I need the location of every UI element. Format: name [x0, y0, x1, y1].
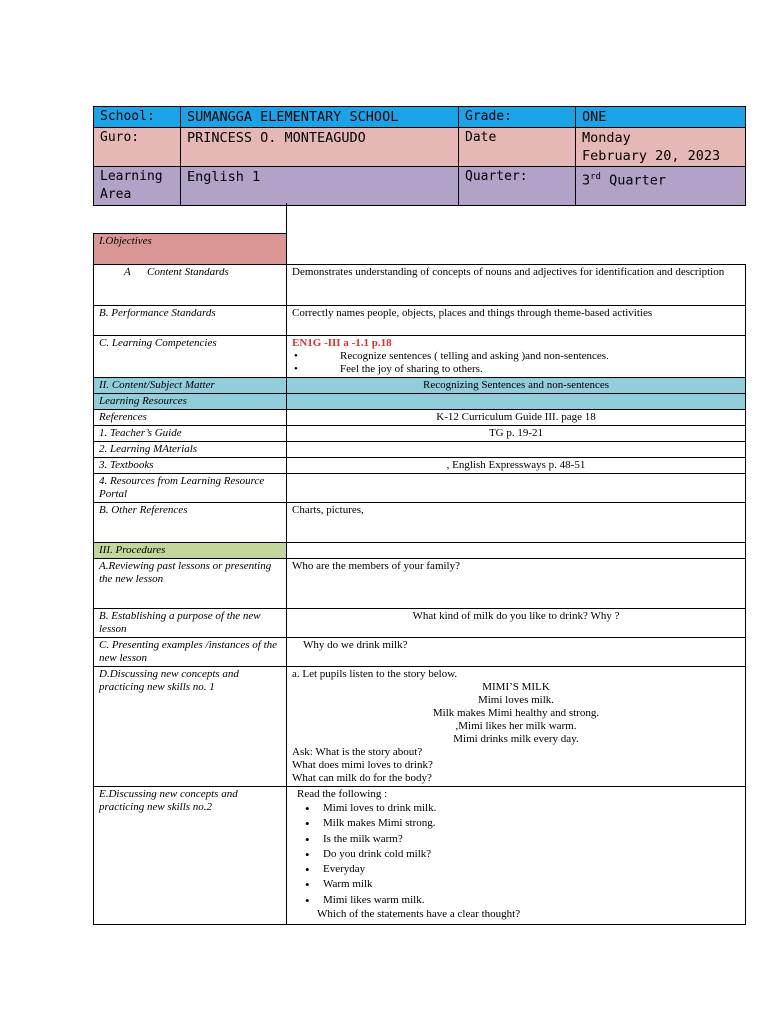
story-line: Milk makes Mimi healthy and strong. [432, 707, 600, 719]
row-references [94, 410, 746, 426]
story-line: Mimi loves milk. [477, 694, 555, 706]
date-cell [576, 128, 746, 167]
school-value: SUMANGGA ELEMENTARY SCHOOL [181, 107, 459, 128]
story-intro: a. Let pupils listen to the story below. [292, 668, 458, 680]
row-other-references [94, 503, 746, 543]
content-label: II. Content/Subject Matter [94, 378, 287, 394]
procedure-e-value [287, 787, 746, 925]
textbooks-value: , English Expressways p. 48-51 [287, 458, 746, 474]
references-value: K-12 Curriculum Guide III. page 18 [287, 410, 746, 426]
row-procedures [94, 543, 746, 559]
competency-item: • Recognize sentences ( telling and asking )and non-sentences. [292, 350, 740, 363]
area-value: English 1 [181, 167, 459, 206]
date-label: Date [459, 128, 576, 167]
portal-label: 4. Resources from Learning Resource Portal [94, 474, 287, 503]
learning-materials-label: 2. Learning MAterials [94, 442, 287, 458]
textbooks-label: 3. Textbooks [94, 458, 287, 474]
story-question: What does mimi loves to drink? [292, 759, 433, 771]
procedure-a-label: A.Reviewing past lessons or presenting the new lesson [94, 559, 287, 609]
objectives-label: I.Objectives [94, 234, 287, 265]
date-value: February 20, 2023 [582, 148, 721, 164]
date-day: Monday [582, 130, 631, 146]
area-label: Learning Area [94, 167, 181, 206]
procedure-d-value [287, 667, 746, 787]
row-portal [94, 474, 746, 503]
row-objectives [94, 234, 746, 265]
procedure-d-label: D.Discussing new concepts and practicing new skills no. 1 [94, 667, 287, 787]
competencies-label: C. Learning Competencies [94, 336, 287, 378]
procedure-b-value: What kind of milk do you like to drink? Why ? [287, 609, 746, 638]
procedure-c-label: C. Presenting examples /instances of the new lesson [94, 638, 287, 667]
read-item: • Mimi loves to drink milk. [297, 801, 740, 816]
procedure-a-value: Who are the members of your family? [287, 559, 746, 609]
header-table [93, 106, 746, 206]
quarter-label: Quarter: [459, 167, 576, 206]
quarter-word: Quarter [600, 172, 667, 189]
read-item: • Everyday [297, 862, 740, 877]
header-row-guro [94, 128, 746, 167]
performance-standards-value: Correctly names people, objects, places and things through theme-based activities [287, 306, 746, 336]
teachers-guide-label: 1. Teacher’s Guide [94, 426, 287, 442]
header-row-school [94, 107, 746, 128]
story-line: Mimi drinks milk every day. [453, 733, 579, 745]
teachers-guide-value: TG p. 19-21 [287, 426, 746, 442]
procedure-b-label: B. Establishing a purpose of the new lesson [94, 609, 287, 638]
row-competencies [94, 336, 746, 378]
row-procedure-b [94, 609, 746, 638]
procedures-label: III. Procedures [94, 543, 287, 559]
competency-item: • Feel the joy of sharing to others. [292, 363, 740, 376]
row-procedure-d [94, 667, 746, 787]
grade-label: Grade: [459, 107, 576, 128]
content-standards-value: Demonstrates understanding of concepts of nouns and adjectives for identification and description [287, 265, 746, 306]
procedure-c-value: Why do we drink milk? [287, 638, 746, 667]
row-teachers-guide [94, 426, 746, 442]
quarter-value [576, 167, 746, 206]
read-item: • Is the milk warm? [297, 832, 740, 847]
lesson-plan-table [93, 233, 746, 925]
other-references-value: Charts, pictures, [287, 503, 746, 543]
quarter-num: 3 [582, 172, 591, 189]
guro-value: PRINCESS O. MONTEAGUDO [181, 128, 459, 167]
story-line: ,Mimi likes her milk warm. [455, 720, 577, 732]
read-item: • Mimi likes warm milk. [297, 893, 740, 908]
divider-line [286, 203, 287, 234]
resources-label: Learning Resources [94, 394, 287, 410]
other-references-label: B. Other References [94, 503, 287, 543]
row-procedure-a [94, 559, 746, 609]
procedure-e-label: E.Discussing new concepts and practicing new skills no.2 [94, 787, 287, 925]
guro-label: Guro: [94, 128, 181, 167]
row-content-standards [94, 265, 746, 306]
story-question: Ask: What is the story about? [292, 746, 423, 758]
read-item: • Warm milk [297, 877, 740, 892]
content-standards-label: A Content Standards [94, 265, 287, 306]
story-title: MIMI’S MILK [482, 681, 550, 693]
row-content [94, 378, 746, 394]
references-label: References [94, 410, 287, 426]
competencies-value [287, 336, 746, 378]
row-learning-materials [94, 442, 746, 458]
performance-standards-label: B. Performance Standards [94, 306, 287, 336]
grade-value: ONE [576, 107, 746, 128]
quarter-sup: rd [590, 172, 601, 182]
read-item: • Do you drink cold milk? [297, 847, 740, 862]
school-label: School: [94, 107, 181, 128]
row-procedure-e [94, 787, 746, 925]
story-question: What can milk do for the body? [292, 772, 432, 784]
row-performance-standards [94, 306, 746, 336]
read-question: Which of the statements have a clear thought? [317, 908, 521, 921]
content-value: Recognizing Sentences and non-sentences [287, 378, 746, 394]
row-textbooks [94, 458, 746, 474]
row-procedure-c [94, 638, 746, 667]
header-row-area [94, 167, 746, 206]
competency-code: EN1G -III a -1.1 p.18 [292, 337, 392, 349]
read-intro: Read the following : [297, 788, 388, 800]
read-item: • Milk makes Mimi strong. [297, 816, 740, 831]
row-resources [94, 394, 746, 410]
